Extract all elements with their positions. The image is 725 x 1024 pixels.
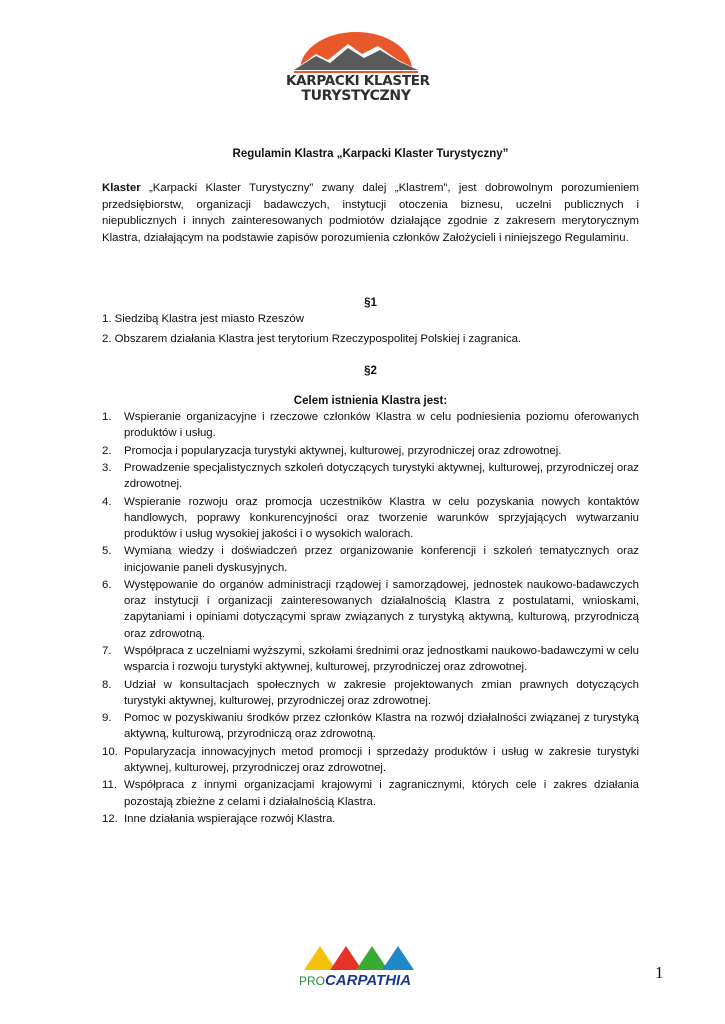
- list-item-number: 2.: [102, 444, 112, 457]
- list-item-number: 1.: [102, 411, 112, 423]
- list-item: [102, 409, 639, 441]
- list-item: [102, 710, 639, 742]
- goals-list: [102, 409, 639, 828]
- list-item: [102, 777, 639, 809]
- list-item-text: Prowadzenie specjalistycznych szkoleń dotyczących turystyki aktywnej, kulturowej, przyrodniczej oraz zdrowotnej.: [124, 461, 639, 491]
- list-item-text: Występowanie do organów administracji rządowej i samorządowej, jednostek naukowo-badawczych oraz instytucji i organizacji zainteresowanych działalnością Klastra z postulatami, wnioskami, zapytaniami i opiniami dotyczącymi spraw związanych z turystyką aktywną, kulturową, przyrodniczą oraz zdrowotną.: [124, 578, 639, 640]
- list-item-number: 4.: [102, 495, 112, 508]
- list-item-number: 9.: [102, 712, 112, 725]
- list-item-number: 3.: [102, 461, 112, 474]
- list-item: [102, 677, 639, 709]
- list-item-number: 8.: [102, 678, 112, 691]
- mountain-sun-icon: [286, 26, 426, 76]
- page-number: 1: [655, 963, 664, 982]
- list-item: [102, 577, 639, 642]
- list-item-text: Pomoc w pozyskiwaniu środków przez członków Klastra na rozwój działalności związanej z turystyką aktywną, kulturową, przyrodniczą oraz zdrowotną.: [124, 712, 639, 741]
- list-item: [102, 543, 639, 575]
- list-item-text: Popularyzacja innowacyjnych metod promocji i sprzedaży produktów i usług w zakresie turystyki aktywnej, kulturowej, przyrodniczej oraz zdrowotnej.: [124, 745, 639, 774]
- section-2-heading: §2: [364, 365, 377, 377]
- footer-logo-name: CARPATHIA: [324, 972, 412, 989]
- list-item: [102, 744, 639, 776]
- list-item-text: Udział w konsultacjach społecznych w zakresie projektowanych zmian prawnych dotyczących turystyki aktywnej, kulturowej, przyrodniczej oraz zdrowotnej.: [124, 678, 639, 707]
- list-item-number: 10.: [102, 745, 118, 758]
- intro-text: „Karpacki Klaster Turystyczny” zwany dalej „Klastrem”, jest dobrowolnym porozumieniem przedsiębiorstw, organizacji badawczych, instytucji otoczenia biznesu, uczelni publicznych i niepublicznych i innych zainteresowanych podmiotów działające zgodnie z zakresem merytorycznym Klastra, działającym na podstawie zapisów porozumienia członków Założycieli i niniejszego Regulaminu.: [102, 182, 639, 244]
- section-1-line-2: 2. Obszarem działania Klastra jest terytorium Rzeczypospolitej Polskiej i zagranica.: [102, 333, 522, 345]
- document-title: Regulamin Klastra „Karpacki Klaster Turystyczny”: [232, 148, 509, 160]
- list-item-text: Wymiana wiedzy i doświadczeń przez organizowanie konferencji i szkoleń tematycznych oraz inicjowanie paneli dyskusyjnych.: [124, 545, 639, 574]
- logo-line-1: KARPACKI KLASTER: [286, 73, 430, 89]
- list-item-number: 7.: [102, 644, 112, 657]
- list-item: [102, 643, 639, 675]
- procarpathia-logo: [290, 942, 420, 990]
- logo-line-2: TURYSTYCZNY: [301, 88, 411, 104]
- footer-logo-text: [290, 972, 420, 989]
- list-item: [102, 811, 639, 827]
- karpacki-klaster-logo: [286, 26, 430, 106]
- triangles-icon: [290, 942, 420, 972]
- list-item-text: Wspieranie organizacyjne i rzeczowe członków Klastra w celu podniesienia poziomu oferowanych produktów i usług.: [124, 411, 639, 440]
- list-item: [102, 494, 639, 543]
- list-item-number: 11.: [102, 779, 117, 792]
- section-1-line-1: 1. Siedzibą Klastra jest miasto Rzeszów: [102, 313, 304, 325]
- list-item-text: Współpraca z innymi organizacjami krajowymi i zagranicznymi, których cele i zakres działania pozostają zbieżne z celami i działalnością Klastra.: [124, 779, 639, 808]
- list-item-text: Współpraca z uczelniami wyższymi, szkołami średnimi oraz jednostkami naukowo-badawczymi w celu wsparcia i rozwoju turystyki aktywnej, kulturowej, przyrodniczej oraz zdrowotnej.: [124, 644, 639, 674]
- list-item-text: Wspieranie rozwoju oraz promocja uczestników Klastra w celu pozyskania nowych kontaktów handlowych, poprawy konkurencyjności oraz tworzenie warunków sprzyjających wytwarzaniu produktów i usług wysokiej jakości i o wysokich walorach.: [124, 495, 639, 540]
- intro-paragraph: [102, 180, 639, 246]
- section-2-subheading: Celem istnienia Klastra jest:: [293, 395, 448, 407]
- list-item-number: 6.: [102, 578, 112, 591]
- list-item-text: Inne działania wspierające rozwój Klastra.: [124, 812, 336, 825]
- list-item-text: Promocja i popularyzacja turystyki aktywnej, kulturowej, przyrodniczej oraz zdrowotnej.: [124, 444, 562, 457]
- list-item-number: 12.: [102, 812, 118, 825]
- list-item-number: 5.: [102, 545, 112, 558]
- intro-bold-term: Klaster: [102, 182, 141, 194]
- footer-logo-pro: PRO: [298, 974, 325, 988]
- list-item: [102, 460, 639, 492]
- section-1-heading: §1: [364, 297, 377, 309]
- list-item: [102, 443, 639, 459]
